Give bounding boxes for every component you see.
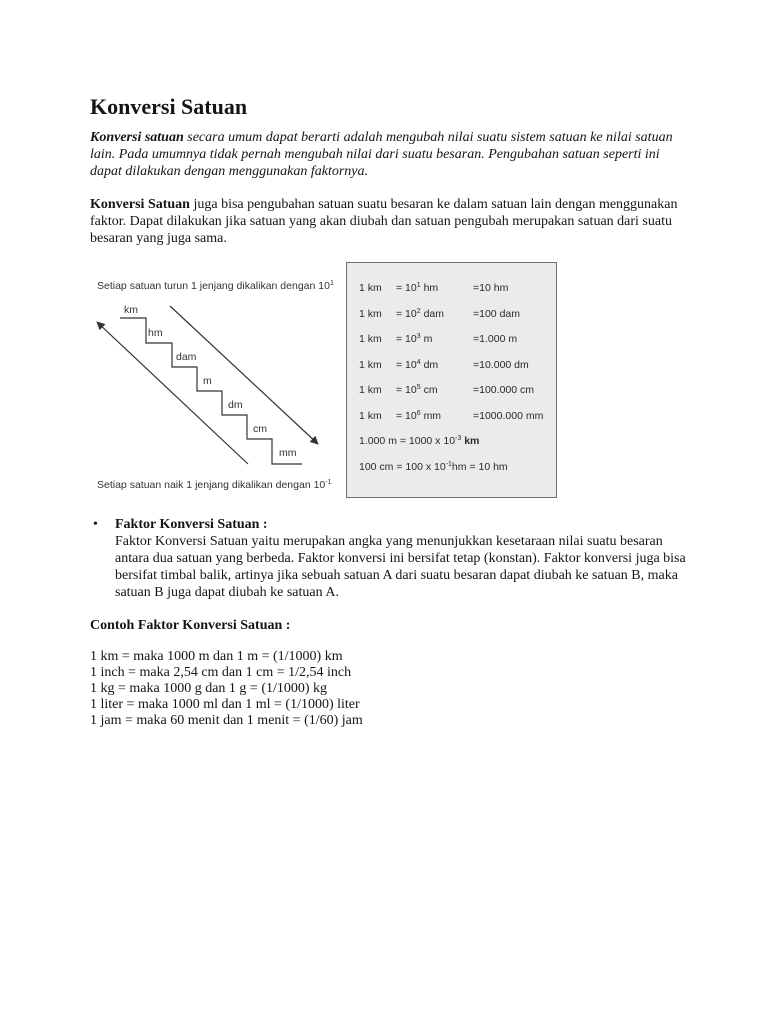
intro-paragraph <box>90 129 673 180</box>
intro-line-text: secara umum dapat berarti adalah mengubah nilai suatu sistem satuan ke nilai satuan <box>187 130 673 145</box>
row-power <box>396 327 432 353</box>
row-power <box>396 378 438 404</box>
table-row-formula <box>347 455 556 481</box>
examples-list <box>90 649 363 729</box>
definition-line: besaran yang juga sama. <box>90 231 227 246</box>
formula-text: 100 cm = 100 x 10 <box>359 460 446 473</box>
row-lhs: 1 km <box>359 282 382 294</box>
formula-unit: hm = 10 hm <box>451 460 508 473</box>
list-item: 1 jam = maka 60 menit dan 1 menit = (1/60) jam <box>90 713 363 728</box>
intro-lead: Konversi satuan <box>90 130 184 145</box>
arrow-down-turun <box>170 306 318 444</box>
row-base: = 10 <box>396 333 417 345</box>
row-unit: dam <box>423 307 444 320</box>
row-unit: cm <box>423 384 438 396</box>
intro-line: lain. Pada umumnya tidak pernah mengubah nilai dari suatu besaran. Pengubahan satuan seperti ini <box>90 147 660 162</box>
row-base: = 10 <box>396 282 417 294</box>
conversion-table <box>346 262 557 498</box>
row-base: = 10 <box>396 409 417 422</box>
caption-turun-exponent: 1 <box>329 280 334 287</box>
intro-line <box>90 129 673 146</box>
formula-exponent: -1 <box>445 460 452 468</box>
row-result: =1000.000 mm <box>473 409 544 422</box>
row-exponent: 5 <box>416 384 421 391</box>
row-power <box>396 276 438 302</box>
table-row <box>347 276 556 302</box>
page-title: Konversi Satuan <box>90 94 248 119</box>
formula-unit: km <box>464 435 480 447</box>
row-exponent: 6 <box>416 409 421 417</box>
table-row <box>347 327 556 353</box>
row-result: =1.000 m <box>473 333 518 345</box>
row-unit: dm <box>423 358 439 371</box>
row-power <box>396 404 441 430</box>
caption-naik-exponent: -1 <box>325 479 332 486</box>
row-exponent: 3 <box>416 333 421 340</box>
factor-section <box>115 516 686 601</box>
table-row <box>347 378 556 404</box>
factor-line: satuan B juga dapat diubah ke satuan A. <box>115 585 339 600</box>
list-item: 1 liter = maka 1000 ml dan 1 ml = (1/1000) liter <box>90 697 360 712</box>
row-unit: hm <box>423 282 439 294</box>
list-item: 1 km = maka 1000 m dan 1 m = (1/1000) km <box>90 649 343 664</box>
row-power <box>396 353 438 379</box>
definition-lead: Konversi Satuan <box>90 197 190 212</box>
row-exponent: 2 <box>416 307 421 315</box>
table-row-formula <box>347 429 556 455</box>
formula-exponent: -3 <box>455 435 462 442</box>
row-lhs: 1 km <box>359 333 382 345</box>
row-unit: m <box>423 333 433 345</box>
definition-line: faktor. Dapat dilakukan jika satuan yang akan diubah dan satuan pengubah merupakan satuan dari suatu <box>90 214 672 229</box>
factor-heading: Faktor Konversi Satuan : <box>115 517 268 532</box>
caption-turun <box>97 279 334 293</box>
row-result: =10.000 dm <box>473 358 529 371</box>
row-lhs: 1 km <box>359 384 382 396</box>
row-result: =100 dam <box>473 307 520 320</box>
step-label-cm: cm <box>253 423 267 435</box>
definition-line-text: juga bisa pengubahan satuan suatu besaran ke dalam satuan lain dengan menggunakan <box>193 197 678 212</box>
row-exponent: 1 <box>416 282 421 289</box>
unit-conversion-figure <box>90 258 562 502</box>
row-lhs: 1 km <box>359 409 382 422</box>
step-label-dm: dm <box>228 399 243 411</box>
row-base: = 10 <box>396 307 417 320</box>
examples-heading: Contoh Faktor Konversi Satuan : <box>90 618 291 633</box>
intro-line: dapat dilakukan dengan menggunakan faktornya. <box>90 164 369 179</box>
row-base: = 10 <box>396 384 417 396</box>
formula-hm <box>359 455 508 481</box>
row-power <box>396 302 444 328</box>
definition-paragraph <box>90 196 677 247</box>
row-unit: mm <box>423 409 442 422</box>
factor-line: Faktor Konversi Satuan yaitu merupakan angka yang menunjukkan kesetaraan nilai suatu besaran <box>115 534 663 549</box>
step-label-hm: hm <box>148 327 163 339</box>
step-label-mm: mm <box>279 447 297 459</box>
caption-naik <box>97 478 332 492</box>
step-label-m: m <box>203 375 212 387</box>
row-lhs: 1 km <box>359 358 382 371</box>
row-exponent: 4 <box>416 358 421 366</box>
factor-line: antara dua satuan yang berbeda. Faktor konversi ini bersifat tetap (konstan). Faktor konversi juga bisa <box>115 551 686 566</box>
caption-naik-text: Setiap satuan naik 1 jenjang dikalikan dengan 10 <box>97 479 326 491</box>
factor-line: bersifat timbal balik, artinya jika sebuah satuan A dari suatu besaran dapat diubah ke satuan B, maka <box>115 568 678 583</box>
definition-line <box>90 196 677 213</box>
list-item: 1 kg = maka 1000 g dan 1 g = (1/1000) kg <box>90 681 328 696</box>
step-label-km: km <box>124 304 138 316</box>
row-result: =100.000 cm <box>473 384 535 396</box>
formula-text: 1.000 m = 1000 x 10 <box>359 435 456 447</box>
table-row <box>347 302 556 328</box>
step-label-dam: dam <box>176 351 197 363</box>
row-lhs: 1 km <box>359 307 382 320</box>
bullet-icon: • <box>93 517 98 532</box>
table-row <box>347 353 556 379</box>
table-row <box>347 404 556 430</box>
row-base: = 10 <box>396 358 417 371</box>
list-item: 1 inch = maka 2,54 cm dan 1 cm = 1/2,54 inch <box>90 665 352 680</box>
row-result: =10 hm <box>473 282 509 294</box>
formula-km <box>359 429 479 455</box>
caption-turun-text: Setiap satuan turun 1 jenjang dikalikan dengan 10 <box>97 280 330 292</box>
